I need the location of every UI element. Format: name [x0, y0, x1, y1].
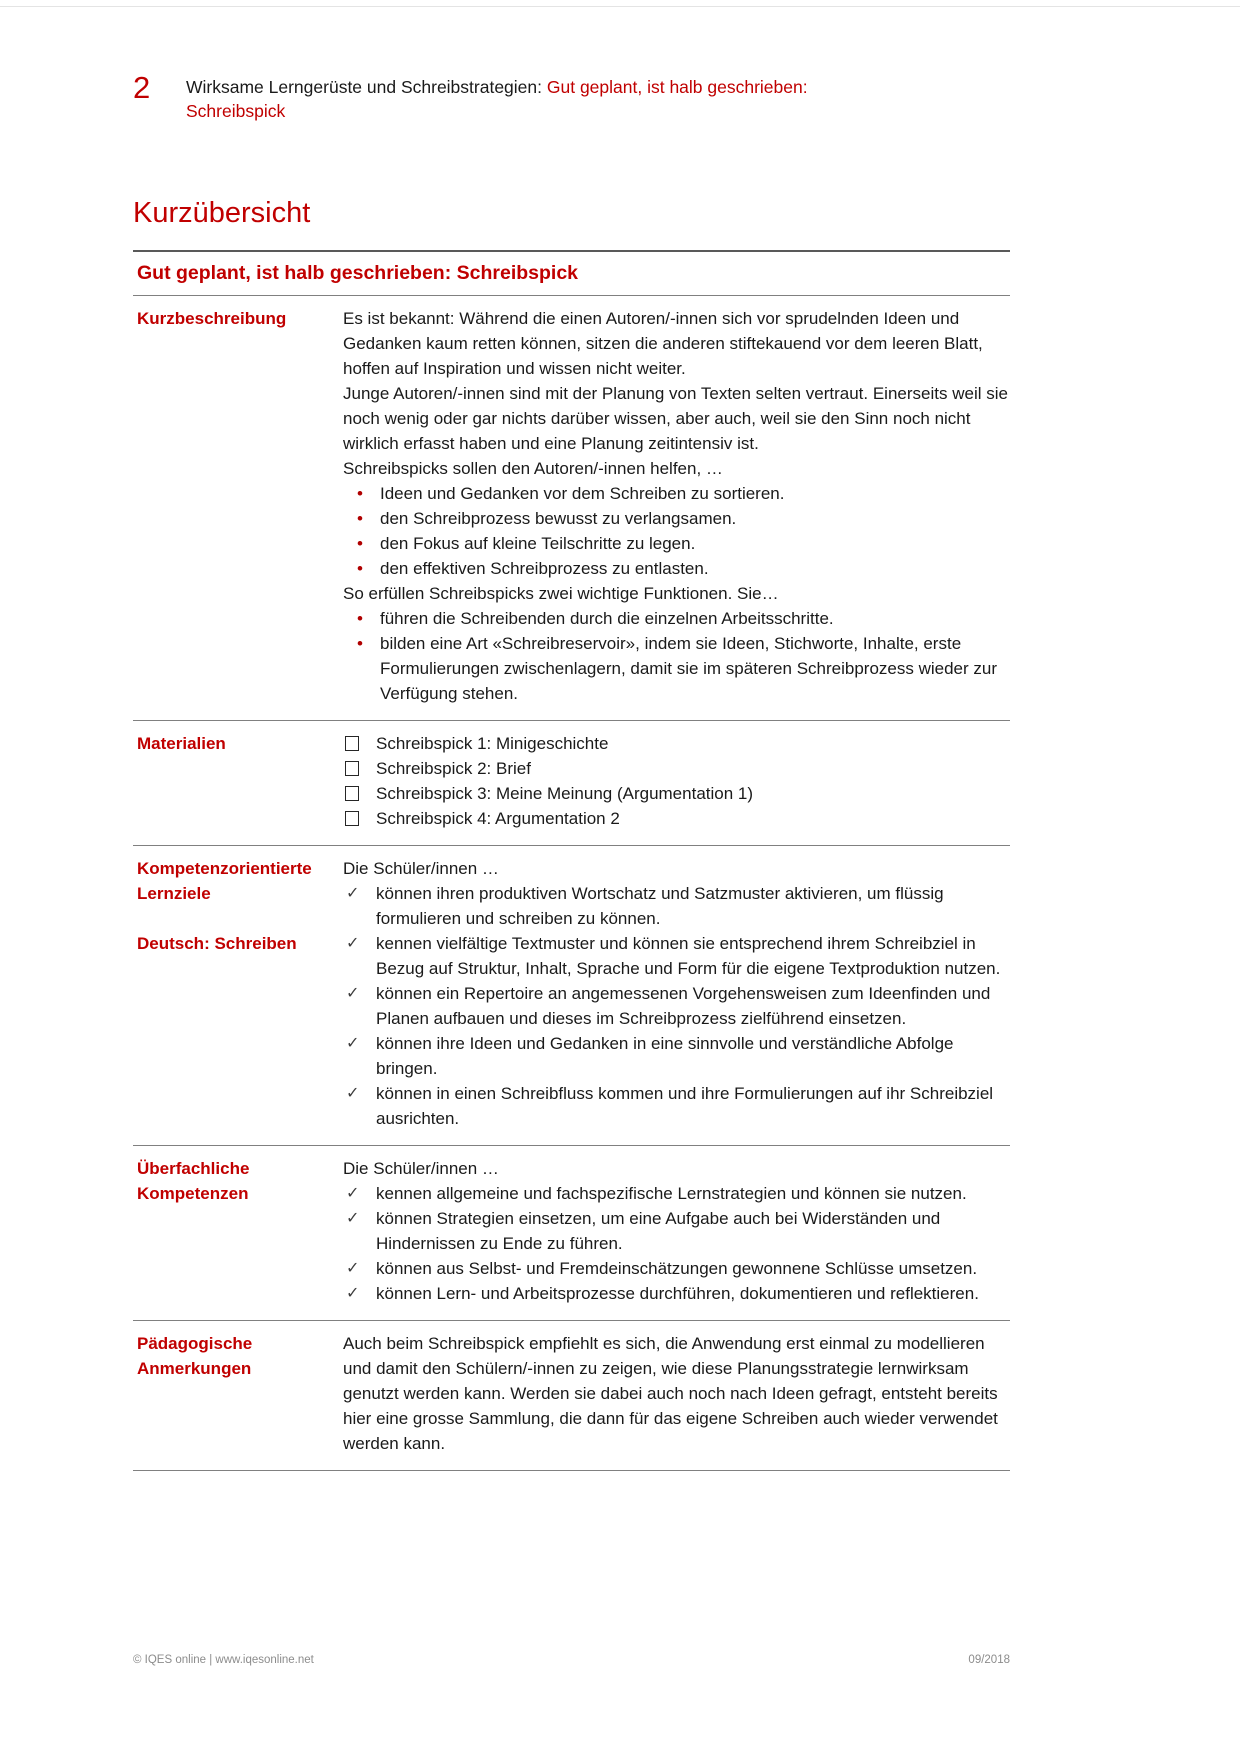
page-number: 2: [133, 70, 151, 105]
check-text: können ein Repertoire an angemessenen Vorgehensweisen zum Ideenfinden und Planen aufbauen und dieses im Schreibprozess zielführend einsetzen.: [376, 984, 991, 1028]
material-text: Schreibspick 2: Brief: [376, 759, 531, 778]
paragraph: So erfüllen Schreibspicks zwei wichtige Funktionen. Sie…: [343, 584, 779, 603]
check-item: [343, 981, 1008, 1031]
checkmark-icon: ✓: [346, 1260, 360, 1277]
checkmark-icon: ✓: [346, 1035, 360, 1052]
bullet-item: [343, 556, 1008, 581]
bullet-item: [343, 631, 1008, 706]
bullet-item: [343, 506, 1008, 531]
bullet-item: [343, 606, 1008, 631]
checkmark-icon: ✓: [346, 985, 360, 1002]
page-footer: [133, 1654, 1010, 1666]
material-item: [343, 806, 1008, 831]
table-row-lernziele: [133, 845, 1010, 1145]
bullet-icon: •: [357, 609, 363, 628]
bullet-text: führen die Schreibenden durch die einzelnen Arbeitsschritte.: [380, 609, 834, 628]
check-item: [343, 1256, 1008, 1281]
bullet-icon: •: [357, 484, 363, 503]
bullet-icon: •: [357, 634, 363, 653]
page-top-rule: [0, 6, 1240, 7]
row-label-line2: Deutsch: Schreiben: [137, 934, 297, 953]
check-item: [343, 1206, 1008, 1256]
row-label: Materialien: [137, 734, 226, 753]
bullet-text: den effektiven Schreibprozess zu entlasten.: [380, 559, 709, 578]
table-row-materialien: [133, 720, 1010, 845]
checkbox-icon: [343, 806, 376, 831]
row-content: [343, 1156, 1010, 1306]
checkmark-icon: ✓: [346, 1185, 360, 1202]
check-item: [343, 1181, 1008, 1206]
check-item: [343, 881, 1008, 931]
paragraph: Schreibspicks sollen den Autoren/-innen helfen, …: [343, 459, 723, 478]
row-label: Kurzbeschreibung: [137, 309, 287, 328]
page-title: Kurzübersicht: [133, 197, 311, 229]
material-item: [343, 781, 1008, 806]
header-topic-line1: Gut geplant, ist halb geschrieben:: [546, 77, 808, 97]
material-text: Schreibspick 3: Meine Meinung (Argumentation 1): [376, 784, 754, 803]
row-label-line1: Kompetenzorientierte Lernziele: [137, 859, 312, 903]
checkmark-icon: ✓: [346, 885, 360, 902]
check-text: können ihren produktiven Wortschatz und Satzmuster aktivieren, um flüssig formulieren und schreiben zu können.: [376, 884, 944, 928]
check-text: können aus Selbst- und Fremdeinschätzungen gewonnene Schlüsse umsetzen.: [376, 1259, 978, 1278]
check-item: [343, 1081, 1008, 1131]
paragraph: Es ist bekannt: Während die einen Autoren/-innen sich vor sprudelnden Ideen und Gedanken kaum retten können, sitzen die anderen stiftekauend vor dem leeren Blatt, hoffen auf Inspiration und wissen nicht weiter.: [343, 309, 983, 378]
paragraph: Die Schüler/innen …: [343, 1159, 499, 1178]
paragraph: Die Schüler/innen …: [343, 859, 499, 878]
check-text: kennen vielfältige Textmuster und können sie entsprechend ihrem Schreibziel in Bezug auf Struktur, Inhalt, Sprache und Form für die eigene Textproduktion nutzen.: [376, 934, 1001, 978]
check-text: können ihre Ideen und Gedanken in eine sinnvolle und verständliche Abfolge bringen.: [376, 1034, 954, 1078]
table-row-paedagogische-anmerkungen: [133, 1320, 1010, 1470]
checkbox-icon: [343, 781, 376, 806]
footer-copyright: © IQES online | www.iqesonline.net: [133, 1654, 314, 1666]
row-label: [133, 856, 343, 1131]
bullet-icon: •: [357, 559, 363, 578]
check-item: [343, 1281, 1008, 1306]
row-content: [343, 731, 1010, 831]
check-text: können in einen Schreibfluss kommen und ihre Formulierungen auf ihr Schreibziel ausrichten.: [376, 1084, 994, 1128]
checkmark-icon: ✓: [346, 935, 360, 952]
bullet-text: bilden eine Art «Schreibreservoir», indem sie Ideen, Stichworte, Inhalte, erste Formulierungen zwischenlagern, damit sie im späteren Schreibprozess wieder zur Verfügung stehen.: [380, 634, 997, 703]
page-header: [0, 0, 1240, 123]
bullet-text: den Schreibprozess bewusst zu verlangsamen.: [380, 509, 737, 528]
checkmark-icon: ✓: [346, 1210, 360, 1227]
material-item: [343, 756, 1008, 781]
check-text: kennen allgemeine und fachspezifische Lernstrategien und können sie nutzen.: [376, 1184, 967, 1203]
table-header: Gut geplant, ist halb geschrieben: Schreibspick: [137, 262, 579, 284]
check-item: [343, 1031, 1008, 1081]
table-row-ueberfachliche-kompetenzen: [133, 1145, 1010, 1320]
row-label: Überfachliche Kompetenzen: [137, 1159, 250, 1203]
check-item: [343, 931, 1008, 981]
check-text: können Lern- und Arbeitsprozesse durchführen, dokumentieren und reflektieren.: [376, 1284, 979, 1303]
overview-table: [133, 250, 1010, 1471]
material-text: Schreibspick 1: Minigeschichte: [376, 734, 609, 753]
checkmark-icon: ✓: [346, 1085, 360, 1102]
header-topic-line2: Schreibspick: [186, 101, 286, 121]
checkbox-icon: [343, 756, 376, 781]
paragraph: Auch beim Schreibspick empfiehlt es sich, die Anwendung erst einmal zu modellieren und damit den Schülern/-innen zu zeigen, wie diese Planungsstrategie lernwirksam genutzt werden kann. Werden sie dabei auch noch nach Ideen gefragt, entsteht bereits hier eine grosse Sammlung, die dann für das eigene Schreiben auch wieder verwendet werden kann.: [343, 1334, 998, 1453]
checkbox-icon: [343, 731, 376, 756]
paragraph: Junge Autoren/-innen sind mit der Planung von Texten selten vertraut. Einerseits weil sie noch wenig oder gar nichts darüber wissen, aber auch, weil sie den Sinn noch nicht wirklich erfasst haben und eine Planung zeitintensiv ist.: [343, 384, 1008, 453]
bullet-icon: •: [357, 534, 363, 553]
bullet-text: Ideen und Gedanken vor dem Schreiben zu sortieren.: [380, 484, 785, 503]
bullet-item: [343, 481, 1008, 506]
row-content: [343, 856, 1010, 1131]
material-item: [343, 731, 1008, 756]
row-content: [343, 1331, 1010, 1456]
bullet-text: den Fokus auf kleine Teilschritte zu legen.: [380, 534, 696, 553]
bullet-icon: •: [357, 509, 363, 528]
check-text: können Strategien einsetzen, um eine Aufgabe auch bei Widerständen und Hindernissen zu Ende zu führen.: [376, 1209, 941, 1253]
header-chapter: Wirksame Lerngerüste und Schreibstrategien:: [186, 77, 547, 97]
table-row-kurzbeschreibung: [133, 295, 1010, 720]
footer-date: 09/2018: [968, 1654, 1010, 1666]
checkmark-icon: ✓: [346, 1285, 360, 1302]
running-header: [186, 72, 808, 123]
bullet-item: [343, 531, 1008, 556]
material-text: Schreibspick 4: Argumentation 2: [376, 809, 620, 828]
row-label: Pädagogische Anmerkungen: [137, 1334, 253, 1378]
row-content: [343, 306, 1010, 706]
